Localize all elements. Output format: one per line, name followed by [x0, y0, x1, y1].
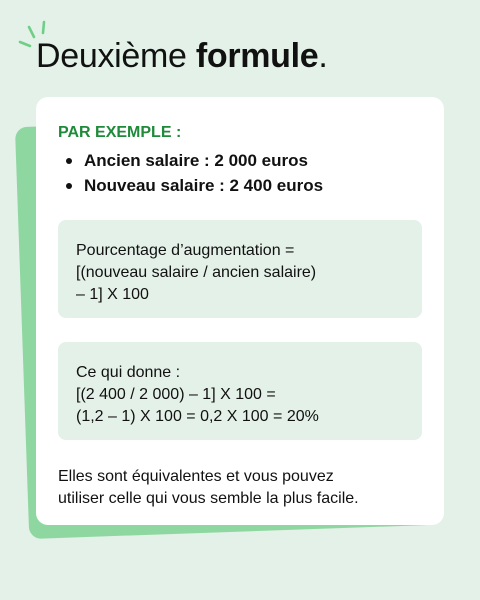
closing-line: utiliser celle qui vous semble la plus facile.: [58, 490, 359, 507]
title-regular-text: Deuxième: [36, 37, 196, 75]
list-item: [58, 148, 422, 173]
result-line: [(2 400 / 2 000) – 1] X 100 =: [76, 386, 276, 403]
example-heading: PAR EXEMPLE :: [58, 124, 182, 141]
bullet-new-salary: Nouveau salaire : 2 400 euros: [84, 176, 324, 195]
closing-line: Elles sont équivalentes et vous pouvez: [58, 468, 334, 485]
bullet-dot-icon: [66, 183, 72, 189]
bullet-old-salary: Ancien salaire : 2 000 euros: [84, 151, 308, 170]
formula-box: [58, 220, 422, 318]
list-item: [58, 173, 422, 198]
formula-line: – 1] X 100: [76, 286, 149, 303]
formula-line: [(nouveau salaire / ancien salaire): [76, 264, 317, 281]
title-bold-text: formule: [195, 37, 319, 75]
result-box: [58, 342, 422, 440]
bullet-dot-icon: [66, 158, 72, 164]
formula-line: Pourcentage d’augmentation =: [76, 242, 295, 259]
page-title: [36, 34, 328, 78]
result-line: (1,2 – 1) X 100 = 0,2 X 100 = 20%: [76, 408, 319, 425]
closing-text: [58, 466, 422, 510]
result-line: Ce qui donne :: [76, 364, 181, 381]
salary-list: [58, 148, 422, 198]
example-card: [36, 97, 444, 525]
title-period: .: [318, 37, 328, 75]
